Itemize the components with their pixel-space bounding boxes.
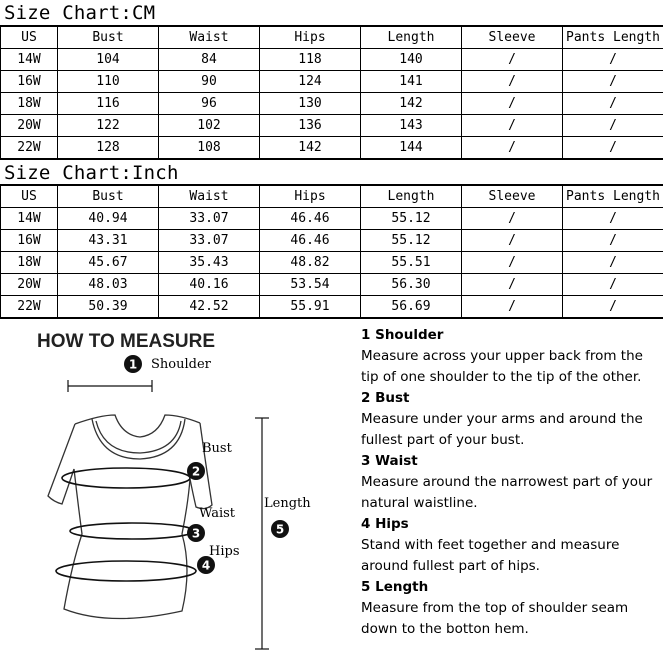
inch-chart-title: Size Chart:Inch <box>0 159 663 185</box>
table-cell: / <box>462 252 563 274</box>
table-cell: 55.12 <box>361 230 462 252</box>
svg-text:4: 4 <box>202 559 210 573</box>
table-cell: 40.94 <box>58 208 159 230</box>
step-length <box>361 577 661 640</box>
table-cell: 142 <box>361 93 462 115</box>
table-cell: 16W <box>1 71 58 93</box>
table-cell: 96 <box>159 93 260 115</box>
table-cell: / <box>462 93 563 115</box>
step-heading: 2 Bust <box>361 388 661 409</box>
table-cell: 110 <box>58 71 159 93</box>
column-header: US <box>1 186 58 208</box>
table-row <box>1 49 663 71</box>
table-cell: 20W <box>1 274 58 296</box>
inch-size-table <box>0 185 663 318</box>
table-cell: / <box>462 71 563 93</box>
step-heading: 1 Shoulder <box>361 325 661 346</box>
table-row <box>1 93 663 115</box>
step-text: Measure under your arms and around the fullest part of your bust. <box>361 409 661 451</box>
shoulder-label: Shoulder <box>151 357 211 372</box>
step-heading: 5 Length <box>361 577 661 598</box>
table-cell: 140 <box>361 49 462 71</box>
table-cell: 22W <box>1 296 58 318</box>
table-header-row <box>1 27 663 49</box>
table-row <box>1 296 663 318</box>
table-cell: 136 <box>260 115 361 137</box>
table-cell: 18W <box>1 93 58 115</box>
step-hips <box>361 514 661 577</box>
step-text: Stand with feet together and measure around fullest part of hips. <box>361 535 661 577</box>
table-cell: 56.30 <box>361 274 462 296</box>
svg-text:1: 1 <box>129 358 137 372</box>
table-cell: 116 <box>58 93 159 115</box>
table-cell: 90 <box>159 71 260 93</box>
svg-text:2: 2 <box>192 465 200 479</box>
column-header: Bust <box>58 186 159 208</box>
table-cell: 50.39 <box>58 296 159 318</box>
table-cell: 33.07 <box>159 230 260 252</box>
table-cell: 84 <box>159 49 260 71</box>
table-cell: 130 <box>260 93 361 115</box>
column-header: Length <box>361 27 462 49</box>
table-cell: 48.82 <box>260 252 361 274</box>
column-header: Bust <box>58 27 159 49</box>
hips-label: Hips <box>209 544 240 559</box>
table-cell: 102 <box>159 115 260 137</box>
length-label: Length <box>264 496 311 511</box>
table-cell: 14W <box>1 49 58 71</box>
table-cell: 56.69 <box>361 296 462 318</box>
waist-label: Waist <box>199 506 235 521</box>
column-header: US <box>1 27 58 49</box>
table-cell: / <box>462 49 563 71</box>
table-cell: / <box>462 208 563 230</box>
table-cell: 53.54 <box>260 274 361 296</box>
measure-instructions <box>361 325 661 640</box>
table-cell: / <box>563 230 663 252</box>
table-cell: / <box>563 296 663 318</box>
svg-text:5: 5 <box>276 523 284 537</box>
table-cell: / <box>563 252 663 274</box>
bust-label: Bust <box>202 441 232 456</box>
column-header: Hips <box>260 27 361 49</box>
table-cell: 14W <box>1 208 58 230</box>
table-cell: / <box>563 71 663 93</box>
table-row <box>1 252 663 274</box>
column-header: Sleeve <box>462 186 563 208</box>
table-row <box>1 274 663 296</box>
table-cell: 118 <box>260 49 361 71</box>
table-cell: 42.52 <box>159 296 260 318</box>
table-cell: 104 <box>58 49 159 71</box>
table-cell: 40.16 <box>159 274 260 296</box>
table-cell: 55.51 <box>361 252 462 274</box>
step-waist <box>361 451 661 514</box>
table-cell: / <box>462 230 563 252</box>
table-cell: 43.31 <box>58 230 159 252</box>
step-heading: 4 Hips <box>361 514 661 535</box>
step-bust <box>361 388 661 451</box>
table-cell: 108 <box>159 137 260 159</box>
table-cell: 46.46 <box>260 230 361 252</box>
step-text: Measure across your upper back from the tip of one shoulder to the tip of the other. <box>361 346 661 388</box>
table-cell: 48.03 <box>58 274 159 296</box>
table-cell: 143 <box>361 115 462 137</box>
step-heading: 3 Waist <box>361 451 661 472</box>
table-cell: 22W <box>1 137 58 159</box>
table-row <box>1 230 663 252</box>
column-header: Waist <box>159 27 260 49</box>
step-text: Measure from the top of shoulder seam down to the botton hem. <box>361 598 661 640</box>
column-header: Pants Length <box>563 27 663 49</box>
how-to-measure-title: HOW TO MEASURE <box>37 331 215 353</box>
table-row <box>1 71 663 93</box>
table-cell: 33.07 <box>159 208 260 230</box>
cm-chart-title: Size Chart:CM <box>0 0 663 26</box>
step-shoulder <box>361 325 661 388</box>
cm-size-table <box>0 26 663 159</box>
step-text: Measure around the narrowest part of your natural waistline. <box>361 472 661 514</box>
table-cell: 122 <box>58 115 159 137</box>
table-cell: 35.43 <box>159 252 260 274</box>
table-cell: 124 <box>260 71 361 93</box>
table-cell: 20W <box>1 115 58 137</box>
table-cell: 46.46 <box>260 208 361 230</box>
table-cell: 128 <box>58 137 159 159</box>
table-cell: / <box>563 93 663 115</box>
column-header: Waist <box>159 186 260 208</box>
table-cell: / <box>563 208 663 230</box>
table-cell: 144 <box>361 137 462 159</box>
table-cell: 55.12 <box>361 208 462 230</box>
table-cell: 16W <box>1 230 58 252</box>
column-header: Hips <box>260 186 361 208</box>
table-row <box>1 137 663 159</box>
table-row <box>1 115 663 137</box>
table-cell: / <box>462 115 563 137</box>
table-header-row <box>1 186 663 208</box>
table-cell: / <box>462 137 563 159</box>
table-cell: 45.67 <box>58 252 159 274</box>
table-cell: / <box>563 137 663 159</box>
how-to-measure-section <box>0 318 663 672</box>
table-cell: / <box>462 296 563 318</box>
table-cell: / <box>563 49 663 71</box>
table-cell: 18W <box>1 252 58 274</box>
table-row <box>1 208 663 230</box>
table-cell: 55.91 <box>260 296 361 318</box>
column-header: Length <box>361 186 462 208</box>
column-header: Sleeve <box>462 27 563 49</box>
svg-text:3: 3 <box>192 527 200 541</box>
measure-figure <box>0 319 350 672</box>
table-cell: / <box>563 115 663 137</box>
table-cell: 141 <box>361 71 462 93</box>
column-header: Pants Length <box>563 186 663 208</box>
table-cell: 142 <box>260 137 361 159</box>
table-cell: / <box>563 274 663 296</box>
table-cell: / <box>462 274 563 296</box>
